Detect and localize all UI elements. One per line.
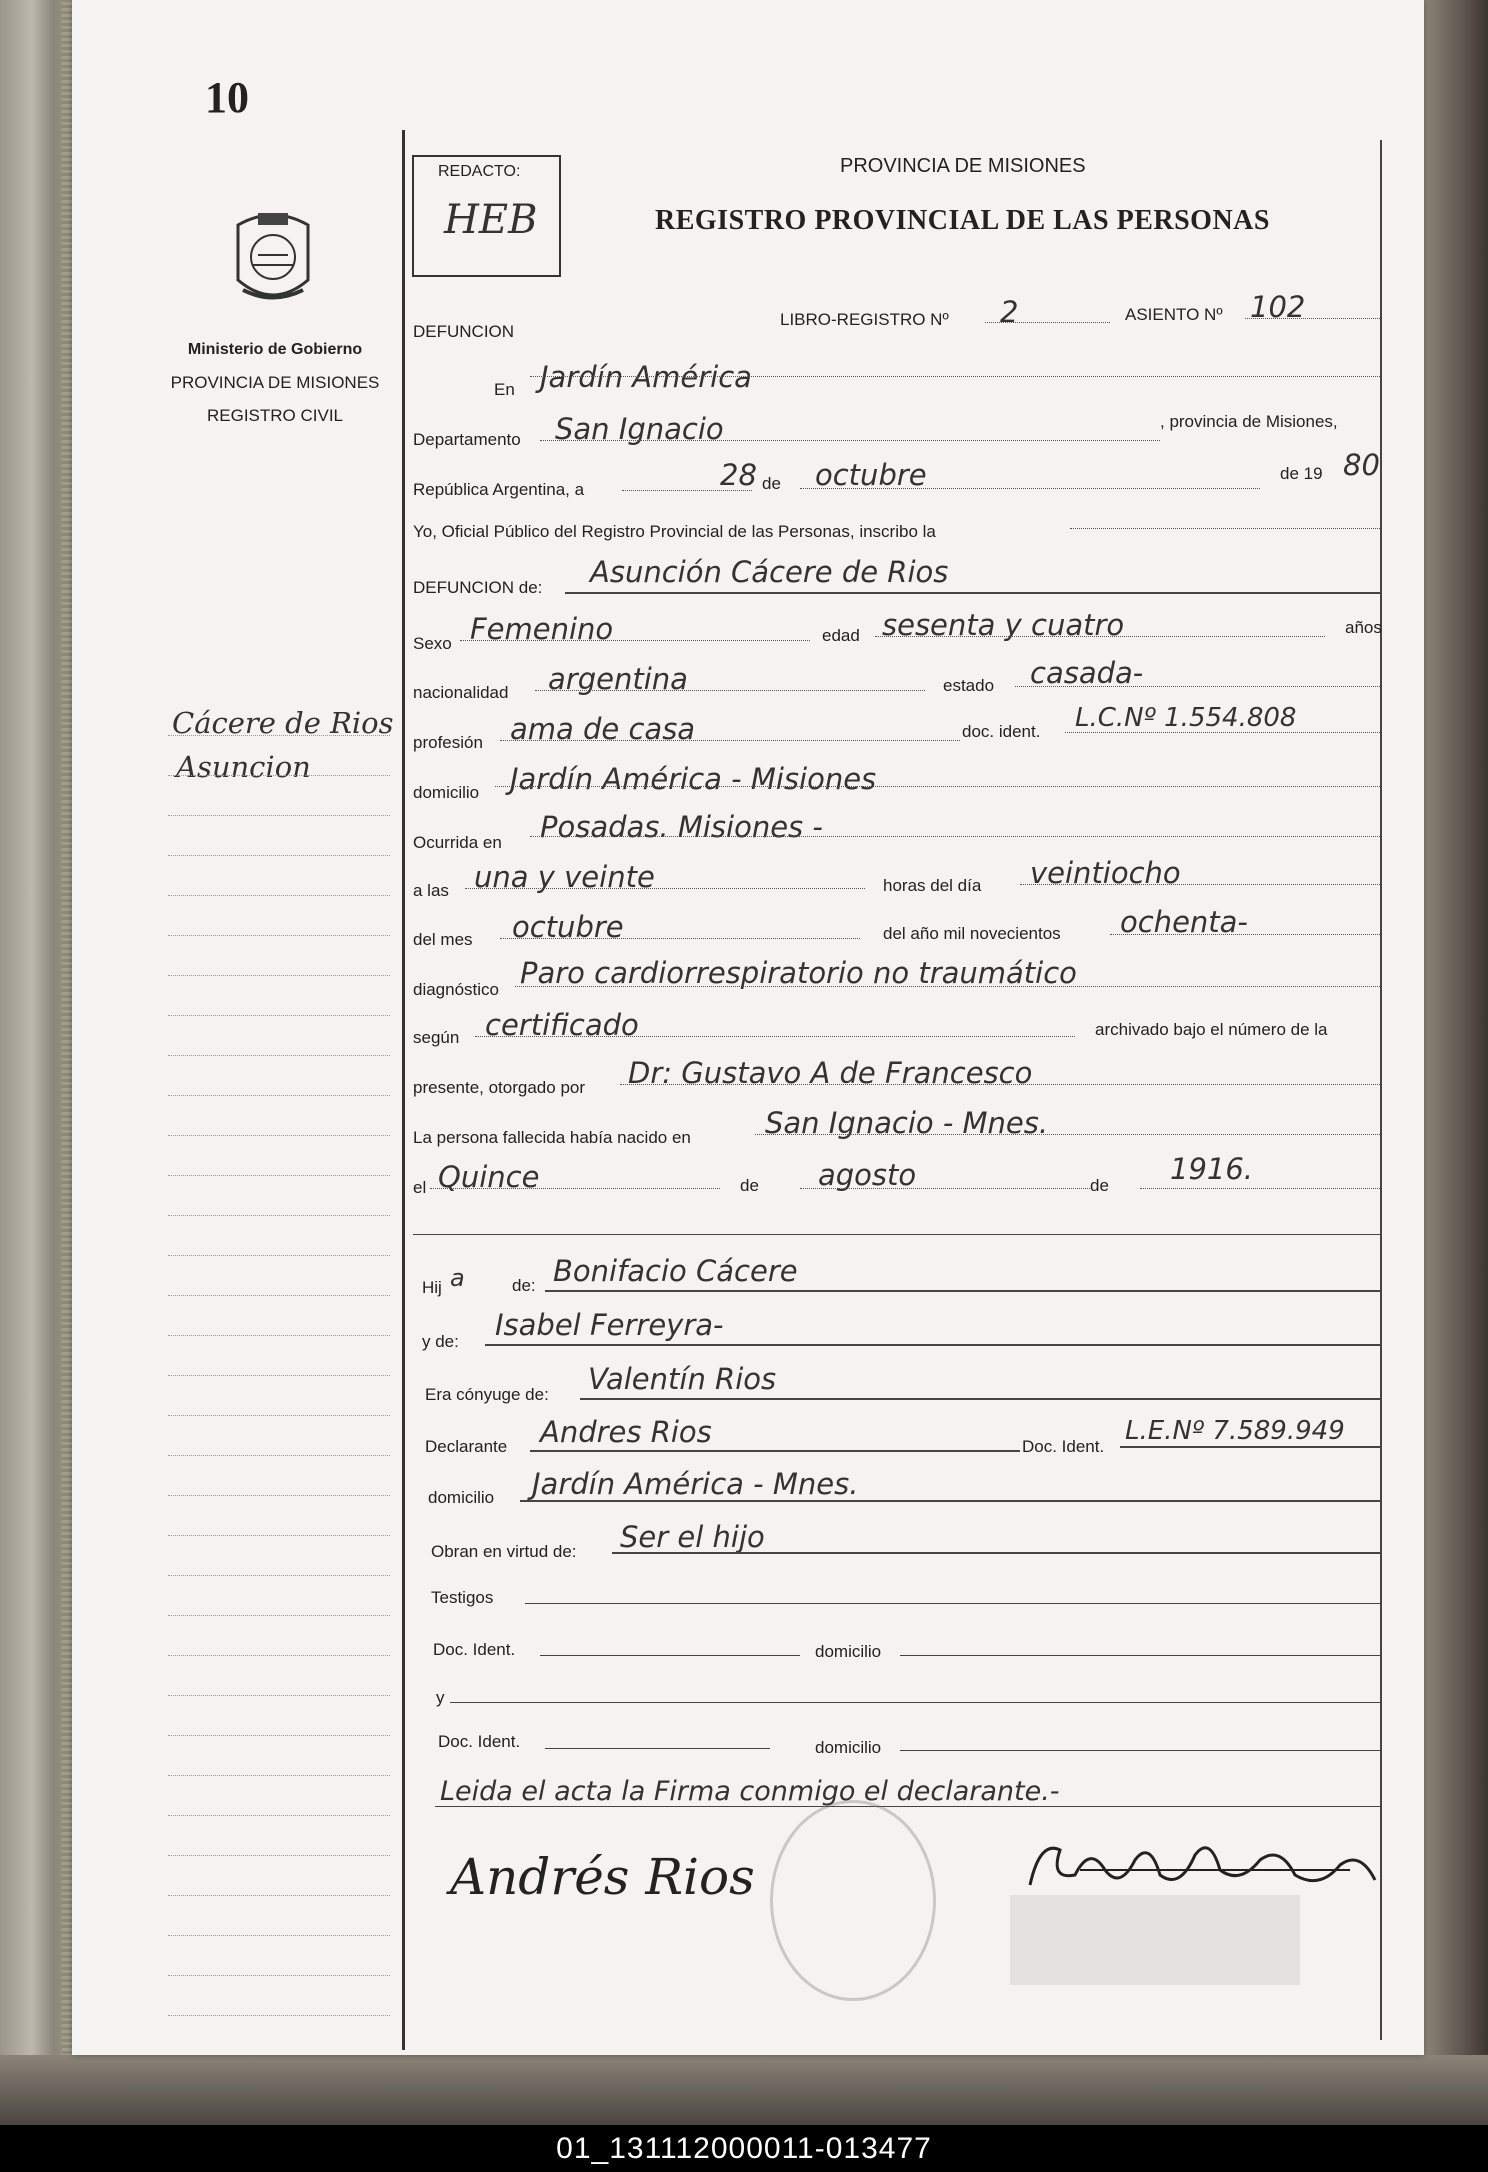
ministry-province: PROVINCIA DE MISIONES [170, 373, 380, 392]
de2-label: de [1090, 1176, 1109, 1195]
margin-note-surname: Cácere de Rios [172, 706, 394, 740]
dia-texto-line [1020, 884, 1380, 885]
testigo2-dom-line [900, 1750, 1380, 1751]
domicilio-line [495, 786, 1380, 787]
domdec-label: domicilio [428, 1488, 495, 1507]
y-label: y [436, 1688, 445, 1707]
sexo-label: Sexo [413, 634, 452, 653]
nac-mes-line [800, 1188, 1090, 1189]
madre-value: Isabel Ferreyra- [495, 1308, 724, 1342]
declarante-line [530, 1450, 1020, 1452]
delanio-label: del año mil novecientos [883, 924, 1061, 943]
ministry-registry: REGISTRO CIVIL [206, 406, 344, 425]
margin-ruled-line [168, 1095, 390, 1096]
margin-ruled-line [168, 1335, 390, 1336]
republica-label: República Argentina, a [413, 480, 585, 499]
profesion-line [500, 740, 960, 741]
departamento-value: San Ignacio [555, 412, 724, 446]
margin-ruled-line [168, 815, 390, 816]
hde-label: de: [512, 1276, 536, 1295]
libro-line [985, 322, 1110, 323]
margin-ruled-line [168, 1695, 390, 1696]
departamento-line [540, 440, 1160, 441]
testigo2-doc-label: Doc. Ident. [438, 1732, 521, 1751]
nacido-value: San Ignacio - Mnes. [765, 1106, 1049, 1140]
estado-line [1015, 686, 1380, 687]
asiento-line [1245, 318, 1380, 319]
obran-label: Obran en virtud de: [431, 1542, 577, 1561]
official-signature [1020, 1830, 1380, 1910]
nacionalidad-line [535, 690, 925, 691]
nombre-fallecido: Asunción Cácere de Rios [590, 555, 949, 589]
margin-ruled-line [168, 1975, 390, 1976]
declarante-value: Andres Rios [540, 1415, 712, 1449]
redacto-initials: HEB [444, 197, 538, 243]
edad-line [875, 636, 1325, 637]
testigos-line [525, 1603, 1380, 1604]
nac-anio-line [1140, 1188, 1380, 1189]
horas-label: horas del día [883, 876, 982, 895]
margin-ruled-line [168, 775, 390, 776]
docdec-line [1120, 1446, 1380, 1448]
nacimiento-dia: Quince [438, 1160, 540, 1194]
margin-ruled-line [168, 735, 390, 736]
nombre-line [565, 592, 1380, 594]
diagnostico-value: Paro cardiorrespiratorio no traumático [520, 956, 1077, 990]
nacionalidad-label: nacionalidad [413, 683, 509, 702]
conyuge-value: Valentín Rios [588, 1362, 777, 1396]
conyuge-line [580, 1398, 1380, 1400]
nacimiento-anio: 1916. [1170, 1152, 1254, 1186]
segun-value: certificado [485, 1008, 639, 1042]
margin-ruled-line [168, 1295, 390, 1296]
conyuge-label: Era cónyuge de: [425, 1385, 549, 1404]
obran-value: Ser el hijo [620, 1520, 765, 1554]
margin-ruled-line [168, 1015, 390, 1016]
yde-label: y de: [422, 1332, 459, 1351]
testigo1-doc-line [540, 1655, 800, 1656]
libro-value: 2 [1000, 295, 1019, 329]
margin-ruled-line [168, 975, 390, 976]
fecha-dia: 28 [720, 458, 757, 492]
segun-line [475, 1036, 1075, 1037]
header-registry: REGISTRO PROVINCIAL DE LAS PERSONAS [655, 205, 1270, 236]
provincia-label: , provincia de Misiones, [1160, 412, 1338, 431]
yo-line [1070, 528, 1380, 529]
domdec-value: Jardín América - Mnes. [532, 1467, 859, 1501]
de-label: de [762, 474, 781, 493]
en-value: Jardín América [540, 360, 752, 394]
doc-line [1065, 732, 1380, 733]
declarante-signature: Andrés Rios [450, 1848, 755, 1906]
padre-line [545, 1290, 1380, 1292]
hij-label: Hij [422, 1278, 442, 1297]
margin-ruled-line [168, 1575, 390, 1576]
leida-text: Leida el acta la Firma conmigo el declarante.- [440, 1776, 1060, 1807]
libro-label: LIBRO-REGISTRO Nº [780, 310, 949, 329]
domicilio-label: domicilio [413, 783, 480, 802]
book-edge-right [1424, 0, 1488, 2125]
declarante-label: Declarante [425, 1437, 508, 1456]
margin-ruled-line [168, 1535, 390, 1536]
redacto-box [412, 155, 561, 277]
margin-ruled-line [168, 1135, 390, 1136]
yo-label: Yo, Oficial Público del Registro Provincial de las Personas, inscribo la [413, 522, 936, 541]
testigo1-dom-label: domicilio [815, 1642, 882, 1661]
archivado-label: archivado bajo el número de la [1095, 1020, 1328, 1039]
ministry-block [140, 333, 410, 432]
margin-ruled-line [168, 935, 390, 936]
dia-texto-value: veintiocho [1030, 856, 1181, 890]
profesion-value: ama de casa [510, 712, 696, 746]
book-edge-bottom [0, 2055, 1488, 2125]
margin-ruled-line [168, 1855, 390, 1856]
estado-label: estado [943, 676, 995, 695]
doc-label: doc. ident. [962, 722, 1041, 741]
margin-ruled-line [168, 1775, 390, 1776]
testigo2-doc-line [545, 1748, 770, 1749]
margin-ruled-line [168, 1175, 390, 1176]
en-label: En [494, 380, 515, 399]
fecha-anio: 80 [1343, 448, 1380, 482]
margin-ruled-line [168, 1255, 390, 1256]
otorgado-line [620, 1084, 1380, 1085]
diagnostico-line [515, 986, 1380, 987]
nac-dia-line [430, 1188, 720, 1189]
sexo-line [460, 640, 810, 641]
delmes-label: del mes [413, 930, 473, 949]
ocurrida-label: Ocurrida en [413, 833, 502, 852]
alas-label: a las [413, 881, 449, 900]
testigos-label: Testigos [431, 1588, 494, 1607]
margin-note-name: Asuncion [176, 750, 311, 784]
margin-ruled-line [168, 2015, 390, 2016]
mes-texto-line [500, 938, 860, 939]
departamento-label: Departamento [413, 430, 521, 449]
mes-line [800, 488, 1260, 489]
en-line [530, 376, 1380, 377]
defuncion-label: DEFUNCION de: [413, 578, 543, 597]
domicilio-value: Jardín América - Misiones [510, 762, 877, 796]
edad-value: sesenta y cuatro [882, 608, 1125, 642]
testigo1-dom-line [900, 1655, 1380, 1656]
obran-line [612, 1552, 1380, 1554]
margin-ruled-line [168, 1655, 390, 1656]
estado-value: casada- [1030, 656, 1144, 690]
ministry-name: Ministerio de Gobierno [187, 341, 363, 358]
margin-ruled-line [168, 1055, 390, 1056]
de1-label: de [740, 1176, 759, 1195]
anos-label: años [1345, 618, 1382, 637]
testigo1-doc-label: Doc. Ident. [433, 1640, 516, 1659]
nacionalidad-value: argentina [548, 662, 688, 696]
margin-ruled-line [168, 1415, 390, 1416]
ocurrida-value: Posadas. Misiones - [540, 810, 823, 844]
doc-value: L.C.Nº 1.554.808 [1075, 703, 1297, 733]
margin-ruled-line [168, 1735, 390, 1736]
hij-suffix: a [450, 1264, 465, 1292]
hora-value: una y veinte [474, 860, 655, 894]
profesion-label: profesión [413, 733, 483, 752]
dia-line [622, 490, 752, 491]
margin-ruled-line [168, 895, 390, 896]
hora-line [465, 888, 865, 889]
margin-ruled-line [168, 1935, 390, 1936]
ocurrida-line [530, 836, 1380, 837]
madre-line [485, 1344, 1380, 1346]
segun-label: según [413, 1028, 460, 1047]
nacimiento-mes: agosto [818, 1158, 917, 1192]
margin-ruled-line [168, 1455, 390, 1456]
page-number: 10 [205, 73, 249, 122]
edad-label: edad [822, 626, 860, 645]
nacido-line [755, 1134, 1380, 1135]
otorgado-value: Dr: Gustavo A de Francesco [628, 1056, 1033, 1090]
margin-ruled-line [168, 855, 390, 856]
testigo2-dom-label: domicilio [815, 1738, 882, 1757]
presente-label: presente, otorgado por [413, 1078, 586, 1097]
blank-line [413, 1234, 1380, 1235]
margin-ruled-line [168, 1815, 390, 1816]
sexo-value: Femenino [470, 612, 614, 646]
margin-ruled-line [168, 1895, 390, 1896]
docdec-value: L.E.Nº 7.589.949 [1125, 1416, 1345, 1446]
asiento-value: 102 [1250, 290, 1306, 324]
domdec-line [520, 1500, 1380, 1502]
redacto-label: REDACTO: [438, 163, 521, 180]
padre-value: Bonifacio Cácere [553, 1254, 798, 1288]
section-label: DEFUNCION [413, 322, 515, 341]
y-line [450, 1702, 1380, 1703]
diagnostico-label: diagnóstico [413, 980, 500, 999]
el-label: el [413, 1178, 427, 1197]
mes-texto-value: octubre [512, 910, 624, 944]
margin-ruled-line [168, 1375, 390, 1376]
anio-texto-value: ochenta- [1120, 905, 1248, 939]
provincial-crest-icon [228, 205, 318, 315]
asiento-label: ASIENTO Nº [1125, 305, 1223, 324]
fecha-mes: octubre [815, 458, 927, 492]
header-province: PROVINCIA DE MISIONES [840, 155, 1086, 177]
leida-line [435, 1806, 1380, 1807]
margin-ruled-line [168, 1495, 390, 1496]
margin-ruled-line [168, 1615, 390, 1616]
anio-texto-line [1110, 934, 1380, 935]
right-rule [1380, 140, 1382, 2040]
docdec-label: Doc. Ident. [1022, 1437, 1105, 1456]
nacido-label: La persona fallecida había nacido en [413, 1128, 691, 1147]
footer-reference: 01_131112000011-013477 [0, 2125, 1488, 2172]
de19-label: de 19 [1280, 464, 1323, 483]
margin-ruled-line [168, 1215, 390, 1216]
official-seal [770, 1800, 936, 2001]
